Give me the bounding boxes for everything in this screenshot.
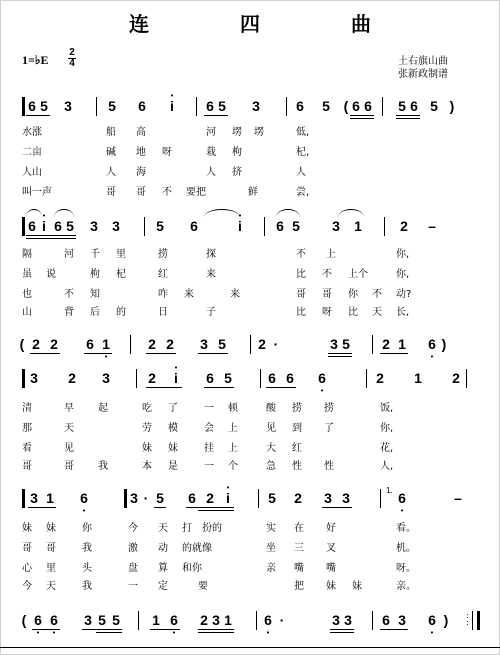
lyric-line: 虽 说 枸 杞 红 来 比 不 上个 你,	[22, 269, 410, 280]
note: 2	[294, 490, 302, 506]
key-signature: 1=♭E	[22, 53, 49, 67]
note: 2	[452, 370, 460, 386]
note: 3	[398, 612, 406, 628]
lyric-line: 叫一声 哥 哥 不 要把 鲜 尝,	[22, 187, 310, 198]
note: 3	[200, 336, 208, 352]
note: –	[428, 218, 436, 234]
note: 6 •	[262, 612, 274, 628]
note: ·	[273, 336, 279, 352]
note: 2	[376, 370, 384, 386]
note: 3	[30, 370, 38, 386]
note: 3	[130, 490, 138, 506]
note: 2	[148, 370, 156, 386]
lyric-line: 清 早 起 吃 了 一 顿 酸 捞 捞 饭,	[22, 403, 394, 414]
note: 3	[344, 612, 352, 628]
score-line-3	[0, 336, 500, 358]
note: 5	[112, 612, 120, 628]
note: 6	[276, 218, 284, 234]
note: 6	[86, 336, 94, 352]
note: 6	[28, 98, 36, 114]
note: 6	[268, 370, 276, 386]
note: 6 •	[316, 370, 328, 386]
note: 5	[156, 490, 164, 506]
note: 3	[102, 370, 110, 386]
score-line-1	[0, 98, 500, 120]
note: 5	[292, 218, 300, 234]
note: 3	[332, 218, 340, 234]
note: 5	[108, 98, 116, 114]
note: 3	[84, 612, 92, 628]
note: 2	[148, 336, 156, 352]
note: 6 •	[168, 612, 180, 628]
note: (	[343, 98, 349, 114]
time-signature	[68, 48, 76, 69]
note: 3	[342, 490, 350, 506]
note: )	[443, 612, 449, 628]
note: 1 •	[100, 336, 112, 352]
note: 5	[322, 98, 330, 114]
note: 5	[66, 218, 74, 234]
note: 1	[414, 370, 422, 386]
note: 2	[32, 336, 40, 352]
note: 2	[206, 490, 214, 506]
note: 2	[258, 336, 266, 352]
note: 6 •	[48, 612, 60, 628]
time-sig-bottom: 4	[69, 58, 75, 69]
note: 6	[364, 98, 372, 114]
note: )	[449, 98, 455, 114]
note: 2	[50, 336, 58, 352]
note: 1	[224, 612, 232, 628]
credit-origin: 土右旗山曲	[398, 56, 448, 67]
note: 5	[156, 218, 164, 234]
note: 5	[218, 98, 226, 114]
note: 6 •	[32, 612, 44, 628]
note: 3	[90, 218, 98, 234]
credit-arranger: 张新政制谱	[398, 69, 448, 80]
lyric-line: 今 天 我 一 定 要 把 妹 妹 亲。	[22, 581, 416, 592]
note: 6	[54, 218, 62, 234]
note: 2	[382, 336, 390, 352]
note: 1	[398, 336, 406, 352]
note: (	[21, 612, 27, 628]
score-line-4	[0, 370, 500, 392]
note: 6 •	[426, 336, 438, 352]
note: 6	[28, 218, 36, 234]
note: (	[19, 336, 25, 352]
note: 6	[352, 98, 360, 114]
note: 1	[152, 612, 160, 628]
lyric-line: 隔 河 千 里 捞 探 不 上 你,	[22, 249, 410, 260]
note: • i	[166, 98, 178, 114]
lyric-line: 二亩 碱 地 呀 栽 枸 杞,	[22, 147, 310, 158]
lyric-line: 心 里 头 盘 算 和你 亲 嘴 嘴 呀。	[22, 563, 416, 574]
note: 2	[166, 336, 174, 352]
note: • i	[170, 370, 182, 386]
note: )	[441, 336, 447, 352]
note: 6	[206, 98, 214, 114]
note: 6 •	[426, 612, 438, 628]
note: 6	[296, 98, 304, 114]
note: 5	[342, 336, 350, 352]
note: • i	[222, 490, 234, 506]
note: • i	[38, 218, 50, 234]
note: 3	[324, 490, 332, 506]
time-sig-top: 2	[69, 47, 75, 58]
lyric-line: 山 背 后 的 日 子 比 呀 比 天 长,	[22, 307, 410, 318]
note: 2	[400, 218, 408, 234]
lyric-line: 人山 人 海 人 挤 人	[22, 167, 306, 178]
note: 6	[138, 98, 146, 114]
note: 3	[332, 612, 340, 628]
note: 5	[218, 336, 226, 352]
score-line-2	[0, 218, 500, 240]
note: –	[454, 490, 462, 506]
note: 6	[190, 218, 198, 234]
note: 1	[46, 490, 54, 506]
note: 6	[382, 612, 390, 628]
lyric-line: 那 天 劳 模 会 上 见 到 了 你,	[22, 423, 394, 434]
note: 6 •	[78, 490, 90, 506]
note: 2	[68, 370, 76, 386]
note: 5	[430, 98, 438, 114]
song-title: 连 四 曲	[129, 12, 413, 36]
lyric-line: 妹 妹 你 今 天 打 扮的 实 在 好 看。	[22, 523, 416, 534]
score-line-5: 3 1 6 • 3 · 5 6 2 • i 5 2 3 3 1. 6 • –	[0, 490, 500, 512]
note: 3	[112, 218, 120, 234]
lyric-line: 哥 哥 我 本 是 一 个 急 性 性 人,	[22, 461, 394, 472]
score-line-6: ( 6 • 6 • 3 5 5 1 6 • 2 3 1 6 • · 3 3 6 3 6 • ) : :	[0, 612, 500, 634]
note: 5	[98, 612, 106, 628]
note: 6	[206, 370, 214, 386]
note: 3	[30, 490, 38, 506]
note: 3	[64, 98, 72, 114]
note: 5	[224, 370, 232, 386]
bottom-edge	[0, 647, 500, 648]
lyric-line: 看 见 妹 妹 挂 上 大 红 花,	[22, 443, 394, 454]
lyric-line: 哥 哥 我 激 动 的就像 坐 三 叉 机。	[22, 543, 416, 554]
note: • i	[234, 218, 246, 234]
note: 5	[398, 98, 406, 114]
lyric-line: 也 不 知 咋 来 来 哥 哥 你 不 动?	[22, 289, 412, 300]
note: 6	[410, 98, 418, 114]
note: 6	[188, 490, 196, 506]
note: 5	[268, 490, 276, 506]
note: ·	[143, 490, 149, 506]
note: 2	[200, 612, 208, 628]
note: 6	[286, 370, 294, 386]
note: 3	[212, 612, 220, 628]
note: 3	[252, 98, 260, 114]
lyric-line: 水涨 船 高 河 塄 塄 低,	[22, 127, 310, 138]
note: 3	[330, 336, 338, 352]
note: 1	[354, 218, 362, 234]
note: 6 •	[396, 490, 408, 506]
note: ·	[279, 612, 285, 628]
note: 5	[40, 98, 48, 114]
